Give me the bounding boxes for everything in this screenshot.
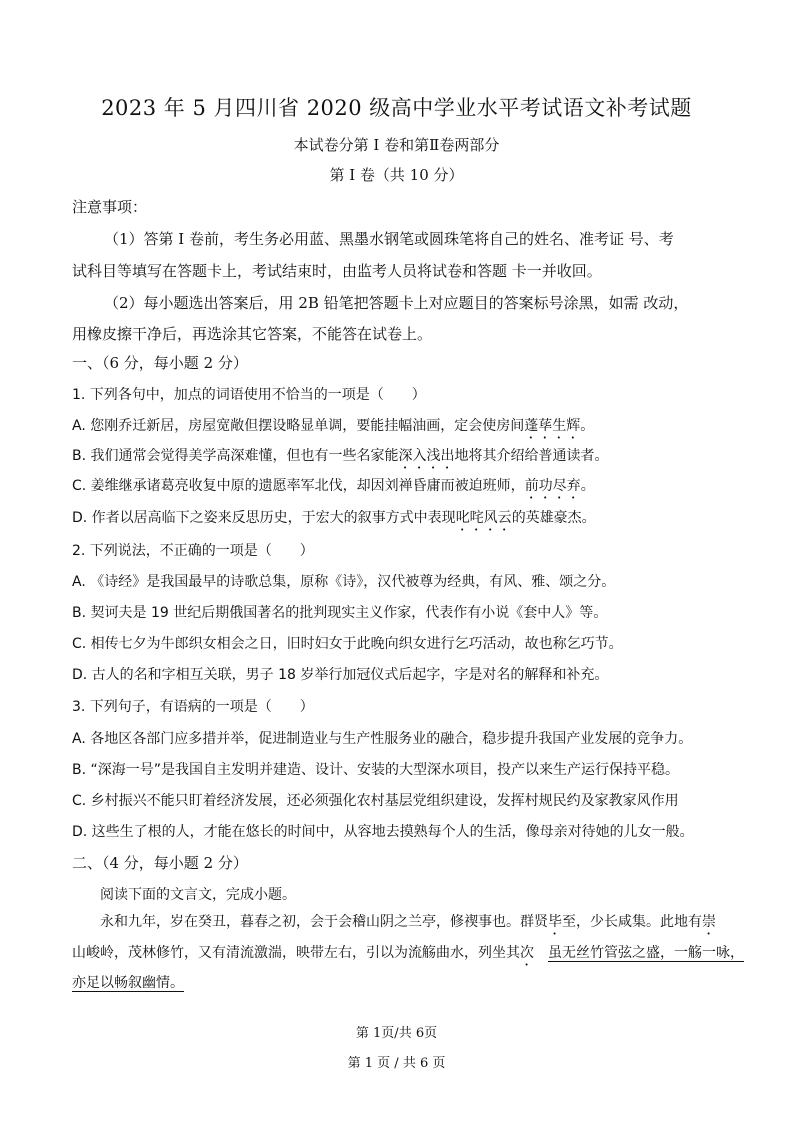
- option-text: 。: [580, 478, 595, 494]
- option-text: D. 作者以居高临下之姿来反思历史，于宏大的叙事方式中表现: [72, 510, 456, 526]
- notice-item-2-line-1: （2）每小题选出答案后，用 2B 铅笔把答题卡上对应题目的答案标号涂黑，如需 改动，: [104, 294, 689, 312]
- passage-text: 山峻岭，茂林修竹，又有清流激湍，映带左右，引以为流觞曲水，列坐其: [72, 945, 520, 961]
- question-2-option-b: B. 契诃夫是 19 世纪后期俄国著名的批判现实主义作家，代表作有小说《套中人》等。: [72, 605, 608, 621]
- passage-text: 永和九年，岁在癸丑，暮春之初，会于会稽山阴之兰亭，修禊事也。群贤: [100, 914, 548, 930]
- section-2-heading: 二、（4 分，每小题 2 分）: [72, 854, 248, 872]
- notice-item-2-line-2: 用橡皮擦干净后，再选涂其它答案，不能答在试卷上。: [72, 325, 433, 343]
- part-heading: 第 I 卷（共 10 分）: [329, 166, 464, 184]
- question-3-option-b: B. “深海一号”是我国自主发明并建造、设计、安装的大型深水项目，投产以来生产运行保持平稳。: [72, 762, 680, 778]
- option-text: 地将其介绍给普通读者。: [454, 448, 609, 464]
- question-1-stem: 1. 下列各句中，加点的词语使用不恰当的一项是（ ）: [72, 387, 426, 403]
- passage-text: 至，少长咸集。此地有: [562, 914, 702, 930]
- question-2-option-c: C. 相传七夕为牛郎织女相会之日，旧时妇女于此晚向织女进行乞巧活动，故也称乞巧节。: [72, 636, 623, 652]
- exam-title: 2023 年 5 月四川省 2020 级高中学业水平考试语文补考试题: [101, 96, 692, 120]
- question-3-option-c: C. 乡村振兴不能只盯着经济发展，还必须强化农村基层党组织建设，发挥村规民约及家教家风作用: [72, 793, 679, 809]
- question-1-option-b: [72, 448, 609, 472]
- question-1-option-d: [72, 510, 596, 534]
- option-text: 。: [580, 418, 595, 434]
- dotted-phrase: 蓬荜生辉: [524, 418, 581, 434]
- option-text: 的英雄豪杰。: [511, 510, 596, 526]
- question-3-option-a: A. 各地区各部门应多措并举，促进制造业与生产性服务业的融合，稳步提升我国产业发展的竞争力。: [72, 731, 693, 747]
- notice-label: 注意事项：: [72, 198, 148, 216]
- section-1-heading: 一、（6 分，每小题 2 分）: [72, 354, 248, 372]
- dotted-character: 崇: [702, 914, 716, 930]
- question-2-option-a: A. 《诗经》是我国最早的诗歌总集，原称《诗》，汉代被尊为经典，有风、雅、颂之分。: [72, 574, 616, 590]
- question-2-stem: 2. 下列说法，不正确的一项是（ ）: [72, 543, 314, 559]
- reading-instruction: 阅读下面的文言文，完成小题。: [100, 887, 296, 903]
- notice-item-1-line-2: 试科目等填写在答题卡上，考试结束时，由监考人员将试卷和答题 卡一并收回。: [72, 262, 602, 280]
- dotted-phrase: 前功尽弃: [524, 478, 581, 494]
- dotted-character: 毕: [548, 914, 562, 930]
- option-text: B. 我们通常会觉得美学高深难懂，但也有一些名家能: [72, 448, 399, 464]
- question-3-stem: 3. 下列句子，有语病的一项是（ ）: [72, 699, 314, 715]
- passage-text: [534, 945, 548, 961]
- option-text: A. 您刚乔迁新居，房屋宽敞但摆设略显单调，要能挂幅油画，定会使房间: [72, 418, 525, 434]
- question-1-option-a: [72, 418, 594, 442]
- dotted-phrase: 叱咤风云: [455, 510, 512, 526]
- question-3-option-d: D. 这些生了根的人，才能在悠长的时间中，从容地去摸熟每个人的生活，像母亲对待她的儿女一般。: [72, 824, 694, 840]
- passage-line-3: [72, 976, 184, 990]
- notice-item-1-line-1: （1）答第 I 卷前，考生务必用蓝、黑墨水钢笔或圆珠笔将自己的姓名、准考证 号、考: [104, 230, 674, 248]
- passage-line-1: [100, 914, 716, 938]
- page-number-inner: 第 1页/共 6页: [355, 1026, 438, 1041]
- dotted-phrase: 深入浅出: [398, 448, 455, 464]
- question-2-option-d: D. 古人的名和字相互关联，男子 18 岁举行加冠仪式后起字，字是对名的解释和补充。: [72, 667, 609, 683]
- underlined-sentence: 虽无丝竹管弦之盛，一觞一咏，: [548, 945, 744, 961]
- page-number-outer: 第 1 页 / 共 6 页: [347, 1056, 446, 1071]
- dotted-character: 次: [520, 945, 534, 961]
- exam-subtitle: 本试卷分第 I 卷和第Ⅱ卷两部分: [293, 136, 500, 154]
- passage-line-2: [72, 945, 744, 969]
- question-1-option-c: [72, 478, 595, 502]
- option-text: C. 姜维继承诸葛亮收复中原的遗愿率军北伐，却因刘禅昏庸而被迫班师，: [72, 478, 525, 494]
- underlined-sentence: 亦足以畅叙幽情。: [72, 975, 184, 991]
